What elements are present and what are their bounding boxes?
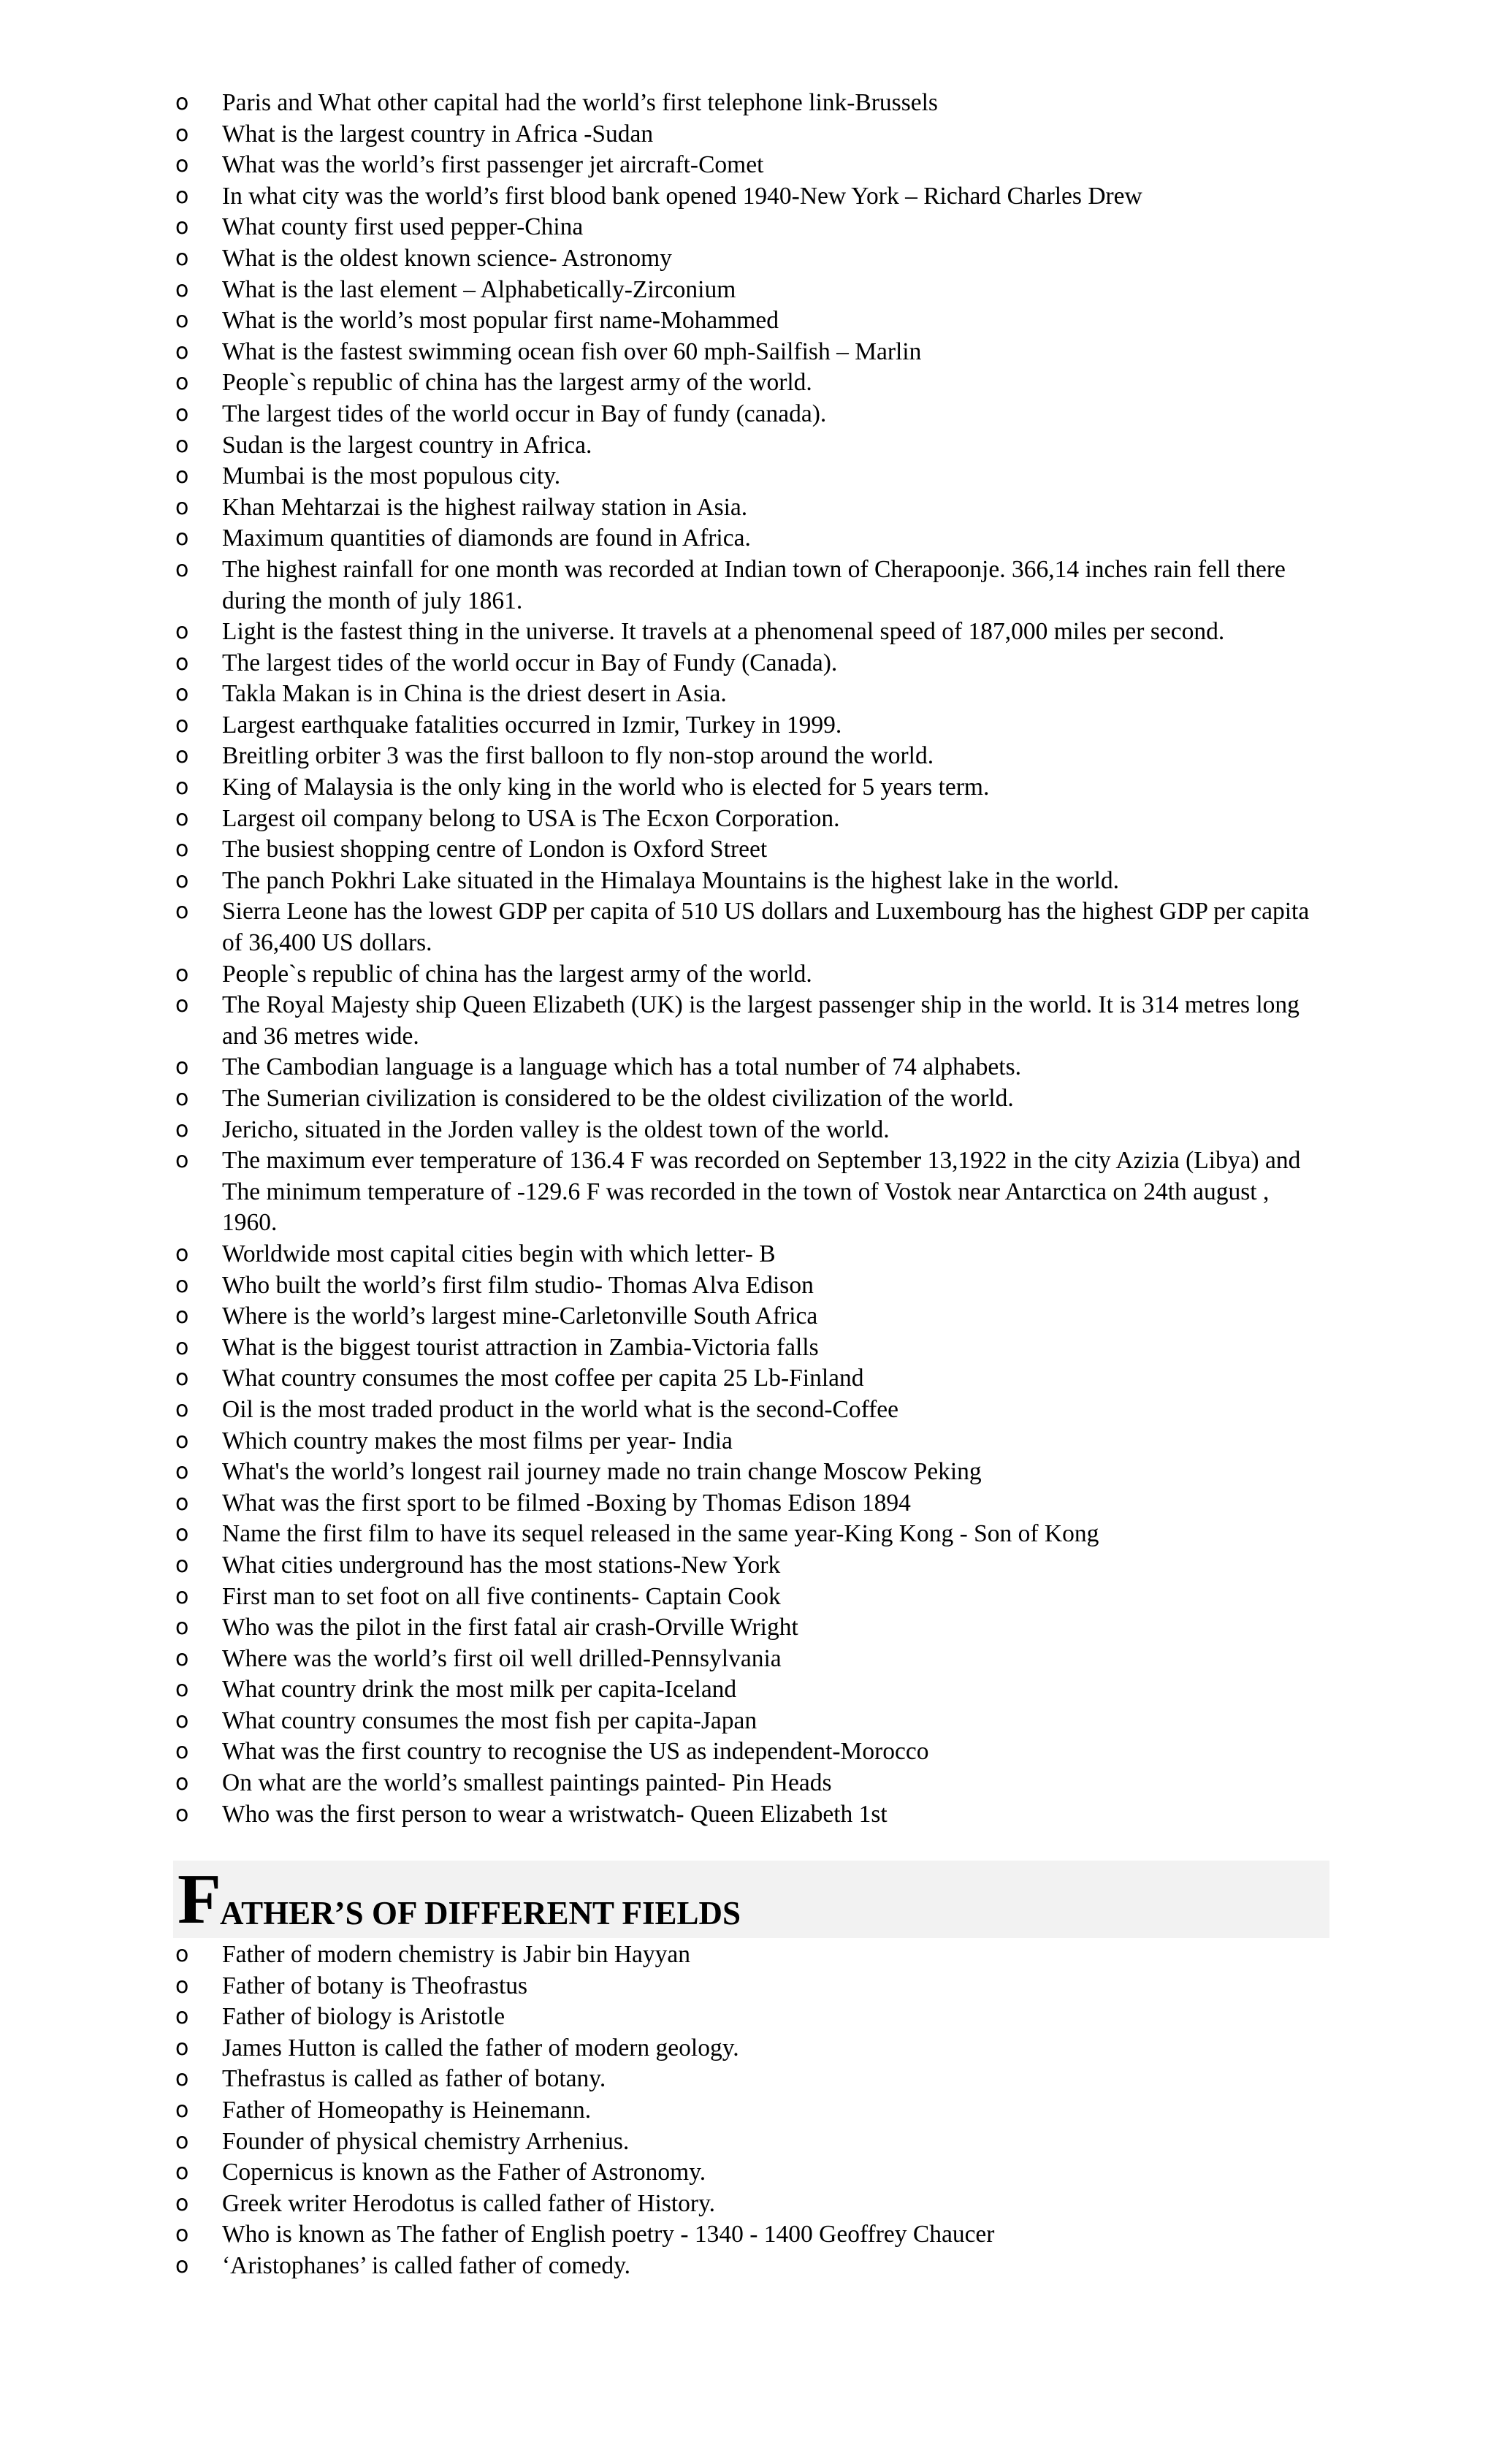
bullet-icon: o (175, 1583, 189, 1609)
list-item-text: Khan Mehtarzai is the highest railway station in Asia. (222, 493, 748, 521)
list-item-text: The Cambodian language is a language which has a total number of 74 alphabets. (222, 1053, 1022, 1081)
list-item (175, 2127, 1329, 2158)
bullet-icon: o (175, 1240, 189, 1267)
bullet-icon: o (175, 743, 189, 769)
list-item (175, 741, 1329, 772)
list-item (175, 617, 1329, 648)
list-item (175, 2095, 1329, 2127)
list-item (175, 119, 1329, 150)
list-item-text: What cities underground has the most stations-New York (222, 1551, 781, 1579)
list-item-text: What is the last element – Alphabetically-Zirconium (222, 275, 736, 303)
list-item-text: What country consumes the most coffee per capita 25 Lb-Finland (222, 1365, 864, 1392)
bullet-icon: o (175, 370, 189, 396)
list-item (175, 305, 1329, 337)
bullet-icon: o (175, 899, 189, 925)
bullet-icon: o (175, 2128, 189, 2154)
list-item-text: Paris and What other capital had the world’s first telephone link-Brussels (222, 89, 938, 116)
list-item (175, 1768, 1329, 1799)
list-item (175, 866, 1329, 897)
list-item (175, 990, 1329, 1052)
list-item (175, 1332, 1329, 1364)
list-item-text: Sierra Leone has the lowest GDP per capita of 510 US dollars and Luxembourg has the highest GDP per capita of 36,400 US dollars. (222, 898, 1310, 957)
list-item (175, 88, 1329, 119)
list-item-text: People`s republic of china has the largest army of the world. (222, 369, 812, 397)
list-item-text: Thefrastus is called as father of botany. (222, 2065, 606, 2093)
bullet-icon: o (175, 214, 189, 240)
bullet-icon: o (175, 1396, 189, 1422)
bullet-icon: o (175, 432, 189, 458)
bullet-icon: o (175, 1770, 189, 1796)
list-item-text: What is the world’s most popular first name-Mohammed (222, 307, 779, 335)
list-item (175, 1939, 1329, 1971)
bullet-icon: o (175, 1303, 189, 1330)
list-item (175, 492, 1329, 524)
list-item (175, 1674, 1329, 1706)
list-item-text: What was the first country to recognise the US as independent-Morocco (222, 1738, 929, 1766)
bullet-icon: o (175, 1427, 189, 1454)
bullet-icon: o (175, 1334, 189, 1360)
list-item (175, 772, 1329, 804)
list-item (175, 150, 1329, 181)
list-item-text: The Royal Majesty ship Queen Elizabeth (UK) is the largest passenger ship in the world. It is 314 metres long and 36 metres wide. (222, 991, 1300, 1050)
list-item-text: The Sumerian civilization is considered to be the oldest civilization of the world. (222, 1085, 1014, 1112)
bullet-icon: o (175, 2159, 189, 2186)
list-item-text: The busiest shopping centre of London is Oxford Street (222, 836, 768, 863)
bullet-icon: o (175, 276, 189, 302)
list-item (175, 2157, 1329, 2189)
list-item (175, 710, 1329, 741)
list-item-text: Mumbai is the most populous city. (222, 462, 561, 490)
list-item-text: Sudan is the largest country in Africa. (222, 431, 592, 459)
bullet-icon: o (175, 992, 189, 1018)
list-item-text: Where was the world’s first oil well drilled-Pennsylvania (222, 1644, 782, 1672)
bullet-icon: o (175, 1148, 189, 1174)
bullet-icon: o (175, 400, 189, 427)
bullet-icon: o (175, 338, 189, 365)
list-item-text: What is the fastest swimming ocean fish over 60 mph-Sailfish – Marlin (222, 337, 922, 365)
bullet-icon: o (175, 774, 189, 801)
list-item-text: Maximum quantities of diamonds are found in Africa. (222, 525, 751, 552)
list-item-text: People`s republic of china has the largest army of the world. (222, 960, 812, 988)
list-item-text: The highest rainfall for one month was recorded at Indian town of Cherapoonje. 366,14 inches rain fell there during the month of july 1861. (222, 555, 1286, 614)
list-item-text: Father of modern chemistry is Jabir bin Hayyan (222, 1941, 690, 1968)
list-item (175, 834, 1329, 866)
bullet-icon: o (175, 90, 189, 115)
list-item (175, 337, 1329, 368)
bullet-icon: o (175, 1677, 189, 1703)
bullet-icon: o (175, 494, 189, 520)
list-item (175, 1488, 1329, 1519)
list-item (175, 1612, 1329, 1644)
list-item (175, 2064, 1329, 2095)
list-item (175, 1706, 1329, 1737)
list-item (175, 2251, 1329, 2282)
list-item-text: Who was the pilot in the first fatal air crash-Orville Wright (222, 1614, 798, 1641)
list-item-text: What is the biggest tourist attraction in Zambia-Victoria falls (222, 1333, 819, 1361)
bullet-icon: o (175, 1801, 189, 1827)
bullet-icon: o (175, 867, 189, 893)
list-item-text: ‘Aristophanes’ is called father of comedy. (222, 2251, 631, 2279)
list-item-text: Father of Homeopathy is Heinemann. (222, 2096, 592, 2124)
list-item (175, 212, 1329, 243)
list-item-text: The panch Pokhri Lake situated in the Himalaya Mountains is the highest lake in the world. (222, 866, 1120, 894)
list-item (175, 1083, 1329, 1115)
list-item-text: What's the world’s longest rail journey made no train change Moscow Peking (222, 1458, 982, 1486)
list-item (175, 1239, 1329, 1270)
list-item-text: The largest tides of the world occur in Bay of Fundy (Canada). (222, 649, 838, 676)
bullet-icon: o (175, 2252, 189, 2278)
list-item (175, 1363, 1329, 1395)
list-item (175, 1301, 1329, 1332)
list-item-text: What county first used pepper-China (222, 213, 584, 241)
general-facts-list (175, 88, 1329, 1830)
list-item-text: The maximum ever temperature of 136.4 F was recorded on September 13,1922 in the city Azizia (Libya) and The minimum temperature of -129.6 F was recorded in the town of Vostok near Antarctica on 24th august , 1960. (222, 1147, 1301, 1237)
list-item (175, 367, 1329, 399)
bullet-icon: o (175, 556, 189, 582)
bullet-icon: o (175, 1054, 189, 1080)
list-item-text: Breitling orbiter 3 was the first balloon to fly non-stop around the world. (222, 742, 934, 770)
list-item (175, 1145, 1329, 1239)
bullet-icon: o (175, 1552, 189, 1578)
list-item-text: What is the oldest known science- Astronomy (222, 244, 672, 272)
list-item (175, 523, 1329, 554)
bullet-icon: o (175, 1614, 189, 1641)
list-item-text: On what are the world’s smallest paintings painted- Pin Heads (222, 1769, 832, 1797)
bullet-icon: o (175, 183, 189, 209)
bullet-icon: o (175, 2097, 189, 2123)
list-item-text: What was the world’s first passenger jet aircraft-Comet (222, 151, 764, 179)
list-item-text: Largest oil company belong to USA is The Ecxon Corporation. (222, 804, 840, 832)
list-item (175, 275, 1329, 306)
bullet-icon: o (175, 836, 189, 863)
list-item-text: Oil is the most traded product in the world what is the second-Coffee (222, 1395, 899, 1423)
bullet-icon: o (175, 805, 189, 831)
bullet-icon: o (175, 1490, 189, 1516)
bullet-icon: o (175, 245, 189, 271)
heading-text: ATHER’S OF DIFFERENT FIELDS (220, 1895, 741, 1931)
list-item-text: King of Malaysia is the only king in the world who is elected for 5 years term. (222, 774, 990, 801)
list-item (175, 1550, 1329, 1582)
list-item-text: Where is the world’s largest mine-Carletonville South Africa (222, 1302, 818, 1330)
list-item (175, 1270, 1329, 1302)
list-item-text: Father of biology is Aristotle (222, 2003, 505, 2031)
list-item (175, 1582, 1329, 1613)
list-item (175, 679, 1329, 710)
bullet-icon: o (175, 2004, 189, 2030)
list-item-text: The largest tides of the world occur in Bay of fundy (canada). (222, 400, 827, 427)
bullet-icon: o (175, 1459, 189, 1485)
list-item-text: Takla Makan is in China is the driest desert in Asia. (222, 680, 727, 708)
list-item-text: Worldwide most capital cities begin with which letter- B (222, 1240, 776, 1267)
bullet-icon: o (175, 2034, 189, 2061)
list-item-text: Jericho, situated in the Jorden valley is the oldest town of the world. (222, 1115, 890, 1143)
list-item (175, 1426, 1329, 1457)
bullet-icon: o (175, 1086, 189, 1111)
list-item (175, 1052, 1329, 1083)
list-item (175, 399, 1329, 430)
list-item-text: Who is known as The father of English poetry - 1340 - 1400 Geoffrey Chaucer (222, 2221, 995, 2249)
list-item (175, 1971, 1329, 2002)
list-item (175, 959, 1329, 991)
bullet-icon: o (175, 525, 189, 552)
bullet-icon: o (175, 2221, 189, 2248)
list-item-text: In what city was the world’s first blood bank opened 1940-New York – Richard Charles Drew (222, 182, 1142, 210)
list-item-text: Who was the first person to wear a wristwatch- Queen Elizabeth 1st (222, 1800, 888, 1828)
list-item (175, 1519, 1329, 1550)
bullet-icon: o (175, 1972, 189, 1999)
list-item (175, 896, 1329, 958)
bullet-icon: o (175, 1521, 189, 1547)
list-item-text: Light is the fastest thing in the universe. It travels at a phenomenal speed of 187,000 miles per second. (222, 618, 1225, 646)
list-item-text: James Hutton is called the father of modern geology. (222, 2034, 739, 2061)
bullet-icon: o (175, 463, 189, 489)
list-item (175, 804, 1329, 835)
list-item (175, 648, 1329, 679)
list-item (175, 1799, 1329, 1831)
list-item (175, 2033, 1329, 2064)
heading-dropcap: F (178, 1860, 221, 1939)
bullet-icon: o (175, 619, 189, 645)
list-item-text: Largest earthquake fatalities occurred in Izmir, Turkey in 1999. (222, 711, 842, 739)
list-item (175, 2189, 1329, 2220)
list-item-text: Greek writer Herodotus is called father of History. (222, 2189, 716, 2217)
bullet-icon: o (175, 1942, 189, 1967)
fathers-facts-list (175, 1939, 1329, 2282)
list-item (175, 1395, 1329, 1426)
bullet-icon: o (175, 649, 189, 676)
list-item (175, 243, 1329, 275)
list-item (175, 1644, 1329, 1675)
bullet-icon: o (175, 1645, 189, 1671)
list-item-text: Father of botany is Theofrastus (222, 1972, 528, 1999)
list-item (175, 2002, 1329, 2033)
list-item-text: What was the first sport to be filmed -Boxing by Thomas Edison 1894 (222, 1489, 911, 1517)
bullet-icon: o (175, 1707, 189, 1733)
list-item-text: Copernicus is known as the Father of Astronomy. (222, 2159, 706, 2186)
list-item (175, 430, 1329, 462)
bullet-icon: o (175, 2190, 189, 2216)
list-item (175, 181, 1329, 213)
bullet-icon: o (175, 121, 189, 147)
list-item (175, 1115, 1329, 1146)
bullet-icon: o (175, 1116, 189, 1143)
bullet-icon: o (175, 1365, 189, 1392)
bullet-icon: o (175, 152, 189, 178)
list-item (175, 1736, 1329, 1768)
bullet-icon: o (175, 961, 189, 987)
bullet-icon: o (175, 1739, 189, 1765)
bullet-icon: o (175, 1272, 189, 1298)
list-item (175, 1457, 1329, 1488)
list-item-text: Which country makes the most films per year- India (222, 1427, 733, 1454)
bullet-icon: o (175, 681, 189, 707)
list-item-text: What country consumes the most fish per capita-Japan (222, 1706, 757, 1734)
bullet-icon: o (175, 308, 189, 334)
list-item (175, 2219, 1329, 2251)
bullet-icon: o (175, 712, 189, 738)
bullet-icon: o (175, 2066, 189, 2092)
list-item-text: What is the largest country in Africa -Sudan (222, 120, 654, 148)
list-item-text: What country drink the most milk per capita-Iceland (222, 1676, 737, 1704)
list-item-text: Founder of physical chemistry Arrhenius. (222, 2127, 630, 2155)
list-item-text: First man to set foot on all five continents- Captain Cook (222, 1582, 781, 1610)
list-item-text: Name the first film to have its sequel released in the same year-King Kong - Son of Kong (222, 1520, 1099, 1548)
list-item (175, 461, 1329, 492)
section-heading (173, 1861, 1329, 1938)
list-item-text: Who built the world’s first film studio- Thomas Alva Edison (222, 1271, 814, 1299)
list-item (175, 554, 1329, 617)
